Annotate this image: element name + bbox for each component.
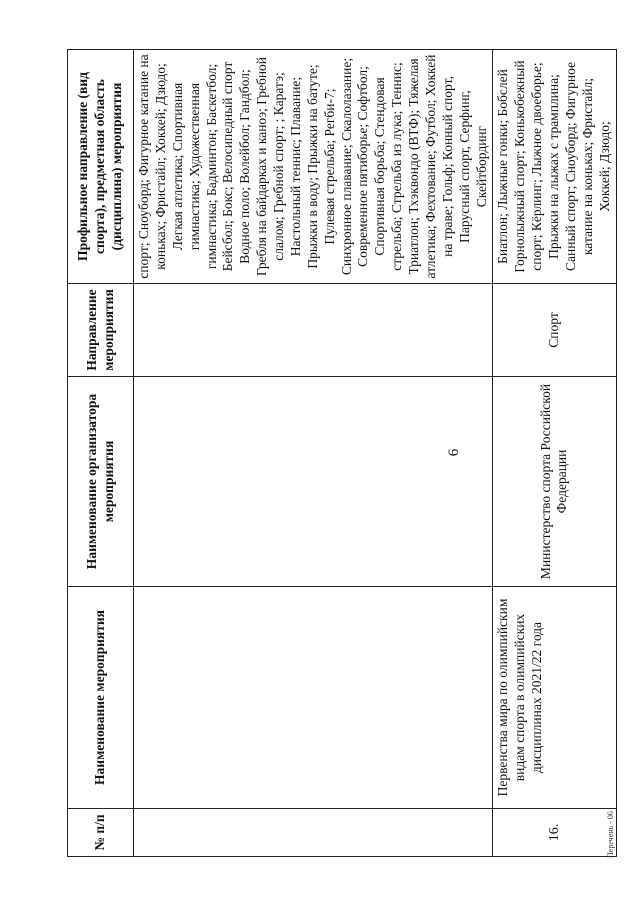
table-header-row — [68, 50, 134, 857]
cell-name — [134, 587, 493, 809]
header-organizer: Наименование организатора мероприятия — [68, 377, 134, 587]
cell-num: 16. — [493, 809, 616, 857]
cell-num — [134, 809, 493, 857]
footer-note: Перечень - 06 — [606, 811, 615, 858]
cell-direction — [134, 284, 493, 377]
header-num: № п/п — [68, 809, 134, 857]
cell-profile: спорт; Сноуборд; Фигурное катание на коньках; Фристайл; Хоккей; Дзюдо; Легкая атлетика; Спортивная гимнастика; Художественная гимнастика; Бадминтон; Баскетбол; Бейсбол; Бокс; Велосипедный спорт Водное поло; Волейбол; Гандбол; Гребля на байдарках и каноэ; Гребной слалом; Гребной спорт; ; Каратэ; Настольный теннис; Плавание; Прыжки в воду; Прыжки на батуте; Пулевая стрельба; Регби-7; Синхронное плавание; Скалолазание; Современное пятиборье; Софтбол; Спортивная борьба; Стендовая стрельба; Стрельба из лука; Теннис; Триатлон; Тхэквондо (ВТФ); Тяжелая атлетика; Фехтование; Футбол; Хоккей на траве; Гольф; Конный спорт, Парусный спорт, Серфинг, Скейтбординг — [134, 50, 493, 284]
cell-direction: Спорт — [493, 284, 616, 377]
table-row — [493, 50, 616, 857]
cell-organizer: Министерство спорта Российской Федерации — [493, 377, 616, 587]
events-table — [67, 49, 617, 857]
page-number: 6 — [446, 448, 462, 457]
cell-organizer — [134, 377, 493, 587]
header-profile: Профильное направление (вид спорта), предметная область (дисциплина) мероприятия — [68, 50, 134, 284]
header-name: Наименование мероприятия — [68, 587, 134, 809]
table-row — [134, 50, 493, 857]
header-direction: Направление мероприятия — [68, 284, 134, 377]
cell-name: Первенства мира по олимпийским видам спорта в олимпийских дисциплинах 2021/22 года — [493, 587, 616, 809]
cell-profile: Биатлон; Лыжные гонки; Бобслей Горнолыжный спорт; Конькобежный спорт; Кёрлинг; Лыжное двоеборье; Прыжки на лыжах с трамплина; Санный спорт; Сноуборд; Фигурное катание на коньках; Фристайл; Хоккей; Дзюдо; — [493, 50, 616, 284]
